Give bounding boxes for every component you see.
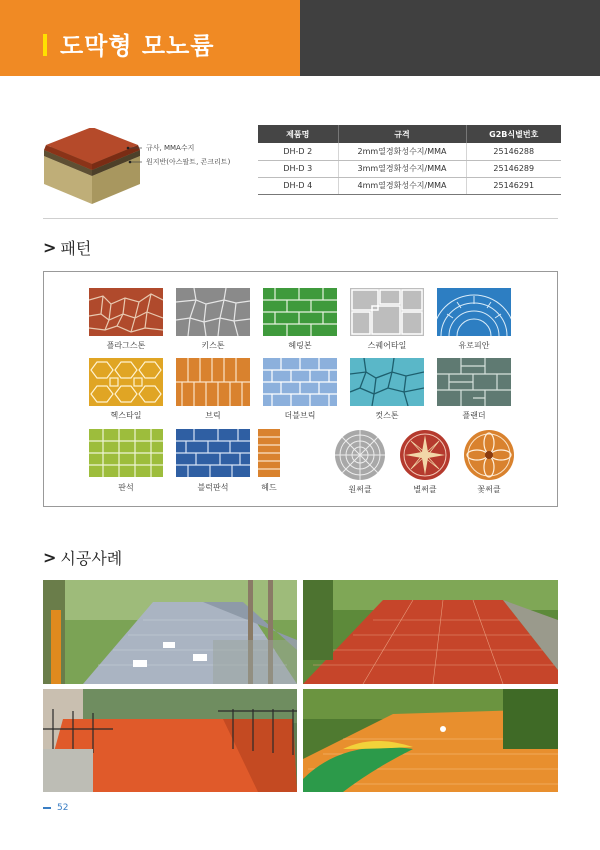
chevron-right-icon: > [43,238,57,257]
pattern-european [437,288,511,336]
pattern-label: 플랜더 [462,411,486,420]
pattern-herringbone [263,288,337,336]
pattern-label: 유로피안 [458,341,490,350]
pattern-label: 꽃써클 [477,485,501,494]
pattern-hex-tile [89,358,163,406]
pattern-block-slab [176,429,250,477]
chevron-right-icon: > [43,548,57,567]
page-number-text: 52 [57,803,69,813]
product-spec: 2mm열경화성수지/MMA [338,143,466,160]
pattern-head [258,429,280,477]
pattern-star-circle [399,429,451,481]
layer-base-label: 원지반(아스팔트, 콘크리트) [146,158,231,166]
case-photo-red-path [303,580,558,684]
table-row [258,160,561,177]
product-name: DH-D 2 [258,143,338,160]
product-spec: 4mm열경화성수지/MMA [338,177,466,194]
page-number [43,803,68,813]
pattern-flower-circle [463,429,515,481]
header-accent-bar [43,34,47,56]
pattern-label: 브릭 [205,411,221,420]
layer-illustration [40,128,260,208]
pattern-label: 헤링본 [288,341,312,350]
pattern-brick [176,358,250,406]
page-header [0,0,600,76]
page-title: 도막형 모노륨 [60,32,215,60]
pattern-label: 헥스타일 [110,411,142,420]
pattern-label: 컷스톤 [375,411,399,420]
pattern-keystone [176,288,250,336]
product-spec: 3mm열경화성수지/MMA [338,160,466,177]
section-divider [43,218,558,219]
pattern-label: 키스톤 [201,341,225,350]
product-g2b: 25146288 [466,143,561,160]
pattern-flagstone [89,288,163,336]
table-row [258,143,561,160]
spec-table [258,125,561,195]
pattern-flander [437,358,511,406]
table-row [258,177,561,194]
header-g2b: G2B식별번호 [466,125,561,143]
pattern-square-tile [350,288,424,336]
pattern-slab [89,429,163,477]
pattern-title-text: 패턴 [60,239,92,258]
pattern-section-title [43,236,91,259]
pattern-label: 블럭판석 [197,483,229,492]
pattern-label: 더블브릭 [284,411,316,420]
cases-section-title [43,546,122,569]
material-layer-diagram [40,128,260,208]
spec-table-header-row [258,125,561,143]
pattern-label: 별써클 [413,485,437,494]
header-product: 제품명 [258,125,338,143]
pattern-label: 플라그스톤 [106,341,146,350]
layer-top-label: 규사, MMA수지 [146,144,195,152]
case-photo-orange-ramp [43,689,297,792]
product-name: DH-D 4 [258,177,338,194]
pattern-double-brick [263,358,337,406]
pattern-label: 원써클 [348,485,372,494]
pattern-label: 헤드 [261,483,277,492]
page-number-dash [43,807,51,809]
product-name: DH-D 3 [258,160,338,177]
header-spec: 규격 [338,125,466,143]
case-photo-orange-circle-path [303,689,558,792]
header-dark-panel [300,0,600,76]
product-g2b: 25146289 [466,160,561,177]
pattern-label: 판석 [118,483,134,492]
header-orange-panel [0,0,300,76]
pattern-label: 스퀘어타일 [367,341,407,350]
pattern-cut-stone [350,358,424,406]
product-g2b: 25146291 [466,177,561,194]
cases-title-text: 시공사례 [60,549,123,568]
pattern-one-circle [334,429,386,481]
pattern-gallery [43,271,558,507]
case-photo-gray-crosswalk [43,580,297,684]
